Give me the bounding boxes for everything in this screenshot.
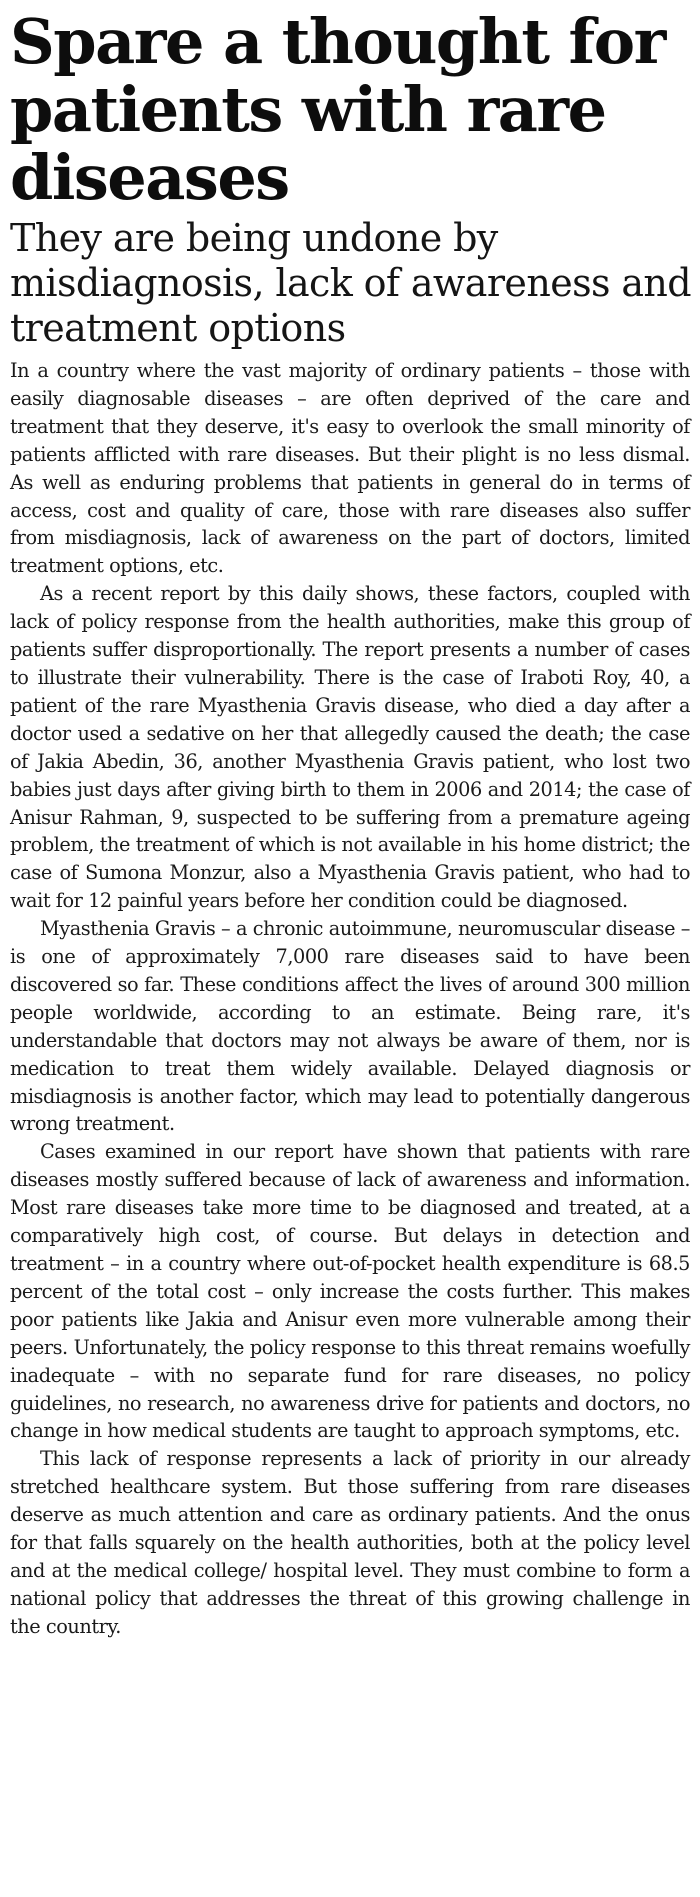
article-body [10, 357, 690, 1641]
article-headline: Spare a thought for patients with rare diseases [10, 5, 665, 214]
body-paragraph-2: As a recent report by this daily shows, these factors, coupled with lack of policy response from the health authorities, make this group of patients suffer disproportionally. The report presents a number of cases to illustrate their vulnerability. There is the case of Iraboti Roy, 40, a patient of the rare Myasthenia Gravis disease, who died a day after a doctor used a sedative on her that allegedly caused the death; the case of Jakia Abedin, 36, another Myasthenia Gravis patient, who lost two babies just days after giving birth to them in 2006 and 2014; the case of Anisur Rahman, 9, suspected to be suffering from a premature ageing problem, the treatment of which is not available in his home district; the case of Sumona Monzur, also a Myasthenia Gravis patient, who had to wait for 12 painful years before her condition could be diagnosed. [10, 582, 690, 913]
body-paragraph-5: This lack of response represents a lack of priority in our already stretched healthcare system. But those suffering from rare diseases deserve as much attention and care as ordinary patients. And the onus for that falls squarely on the health authorities, both at the policy level and at the medical college/ hospital level. They must combine to form a national policy that addresses the threat of this growing challenge in the country. [10, 1447, 690, 1638]
article-subheadline: They are being undone by misdiagnosis, lack of awareness and treatment options [10, 216, 692, 350]
body-paragraph-1: In a country where the vast majority of ordinary patients – those with easily diagnosable diseases – are often deprived of the care and treatment that they deserve, it's easy to overlook the small minority of patients afflicted with rare diseases. But their plight is no less dismal. As well as enduring problems that patients in general do in terms of access, cost and quality of care, those with rare diseases also suffer from misdiagnosis, lack of awareness on the part of doctors, limited treatment options, etc. [10, 359, 690, 578]
body-paragraph-4: Cases examined in our report have shown that patients with rare diseases mostly suffered because of lack of awareness and information. Most rare diseases take more time to be diagnosed and treated, at a comparatively high cost, of course. But delays in detection and treatment – in a country where out-of-pocket health expenditure is 68.5 percent of the total cost – only increase the costs further. This makes poor patients like Jakia and Anisur even more vulnerable among their peers. Unfortunately, the policy response to this threat remains woefully inadequate – with no separate fund for rare diseases, no policy guidelines, no research, no awareness drive for patients and doctors, no change in how medical students are taught to approach symptoms, etc. [10, 1140, 690, 1443]
body-paragraph-3: Myasthenia Gravis – a chronic autoimmune, neuromuscular disease – is one of approximately 7,000 rare diseases said to have been discovered so far. These conditions affect the lives of around 300 million people worldwide, according to an estimate. Being rare, it's understandable that doctors may not always be aware of them, nor is medication to treat them widely available. Delayed diagnosis or misdiagnosis is another factor, which may lead to potentially dangerous wrong treatment. [10, 917, 690, 1136]
